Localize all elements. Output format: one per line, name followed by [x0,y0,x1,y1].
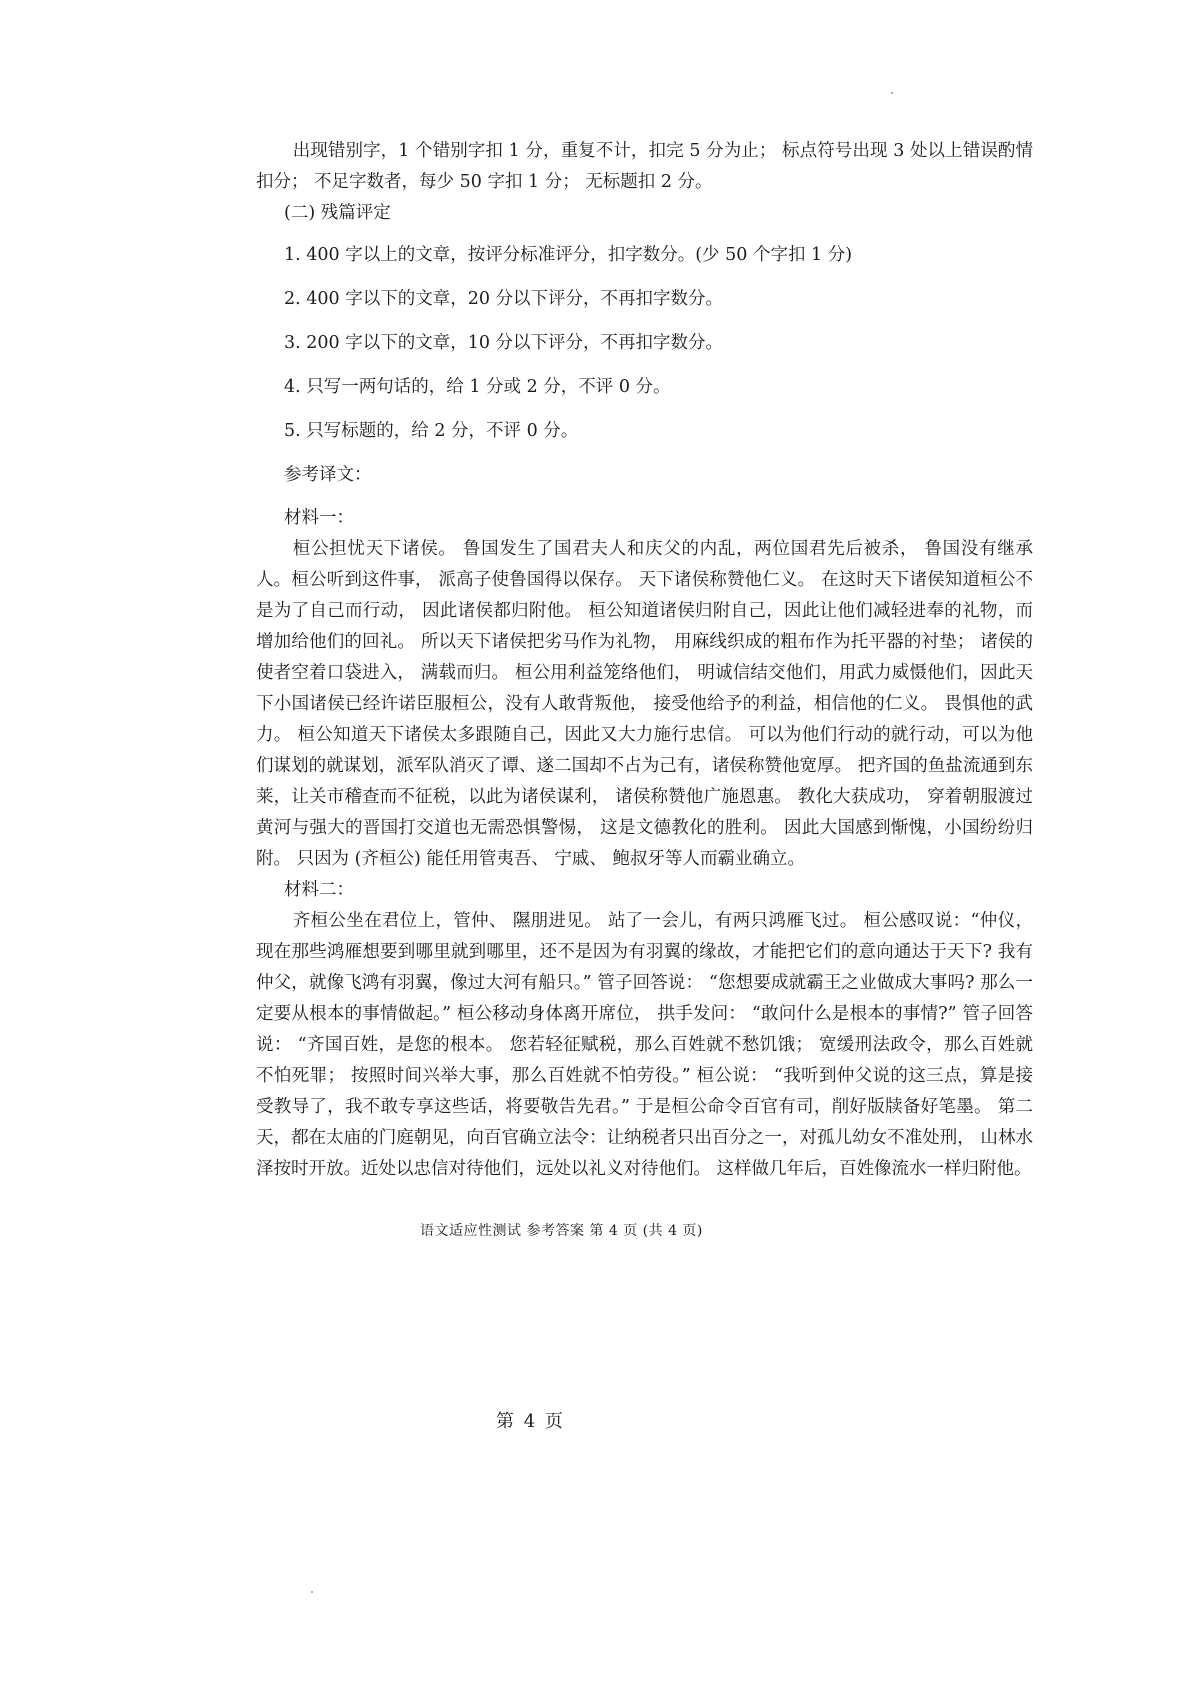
material-two-text: 齐桓公坐在君位上，管仲、 隰朋进见。 站了一会儿，有两只鸿雁飞过。 桓公感叹说：“仲仪， 现在那些鸿雁想要到哪里就到哪里，还不是因为有羽翼的缘故，才能把它们的意向通达于天下? 我有仲父，就像飞鸿有羽翼，像过大河有船只。” 管子回答说： “您想要成就霸王之业做成大事吗? 那么一定要从根本的事情做起。” 桓公移动身体离开席位， 拱手发问： “敢问什么是根本的事情?” 管子回答说： “齐国百姓，是您的根本。 您若轻征赋税，那么百姓就不愁饥饿； 宽缓刑法政令，那么百姓就不怕死罪； 按照时间兴举大事，那么百姓就不怕劳役。” 桓公说： “我听到仲父说的这三点，算是接受教导了，我不敢专享这些话，将要敬告先君。” 于是桓公命令百官有司，削好版牍备好笔墨。 第二天，都在太庙的门庭朝见，向百官确立法令：让纳税者只出百分之一，对孤儿幼女不准处刑， 山林水泽按时开放。近处以忠信对待他们，远处以礼义对待他们。 这样做几年后，百姓像流水一样归附他。 [256,911,1033,1179]
material-one-text: 桓公担忧天下诸侯。 鲁国发生了国君夫人和庆父的内乱，两位国君先后被杀， 鲁国没有继承人。桓公听到这件事， 派高子使鲁国得以保存。 天下诸侯称赞他仁义。 在这时天下诸侯知道桓公不是为了自己而行动， 因此诸侯都归附他。 桓公知道诸侯归附自己，因此让他们减轻进奉的礼物，而增加给他们的回礼。 所以天下诸侯把劣马作为礼物， 用麻线织成的粗布作为托平器的衬垫； 诸侯的使者空着口袋进入， 满载而归。 桓公用利益笼络他们， 明诚信结交他们，用武力威慑他们，因此天下小国诸侯已经许诺臣服桓公，没有人敢背叛他， 接受他给予的利益，相信他的仁义。 畏惧他的武力。 桓公知道天下诸侯太多跟随自己，因此又大力施行忠信。 可以为他们行动的就行动，可以为他们谋划的就谋划，派军队消灭了谭、遂二国却不占为己有，诸侯称赞他宽厚。 把齐国的鱼盐流通到东莱，让关市稽查而不征税，以此为诸侯谋利， 诸侯称赞他广施恩惠。 教化大获成功， 穿着朝服渡过黄河与强大的晋国打交道也无需恐惧警惕， 这是文德教化的胜利。 因此大国感到惭愧，小国纷纷归附。 只因为 (齐桓公) 能任用管夷吾、 宁戚、 鲍叔牙等人而霸业确立。 [256,539,1033,869]
list-item: 5. 只写标题的，给 2 分，不评 0 分。 [284,421,579,441]
material-one-label: 材料一： [284,508,354,528]
translation-heading: 参考译文： [284,465,372,485]
material-two-label: 材料二： [284,880,354,900]
page-content [256,136,1033,1185]
scan-speck [891,92,893,94]
section-title: (二) 残篇评定 [284,203,391,223]
list-item: 1. 400 字以上的文章，按评分标准评分，扣字数分。(少 50 个字扣 1 分) [284,245,853,265]
fragment-scoring-list [256,240,1033,447]
scoring-rules-paragraph: 出现错别字，1 个错别字扣 1 分，重复不计，扣完 5 分为止； 标点符号出现 3 处以上错误酌情扣分； 不足字数者，每少 50 字扣 1 分； 无标题扣 2 分。 [256,141,1033,192]
list-item: 4. 只写一两句话的，给 1 分或 2 分，不评 0 分。 [284,377,671,397]
scan-speck [311,1591,313,1593]
list-item: 3. 200 字以下的文章，10 分以下评分，不再扣字数分。 [284,333,724,353]
page-number: 第 4 页 [496,1411,565,1432]
answer-key-footer: 语文适应性测试 参考答案 第 4 页 (共 4 页) [420,1223,703,1239]
list-item: 2. 400 字以下的文章，20 分以下评分，不再扣字数分。 [284,289,724,309]
